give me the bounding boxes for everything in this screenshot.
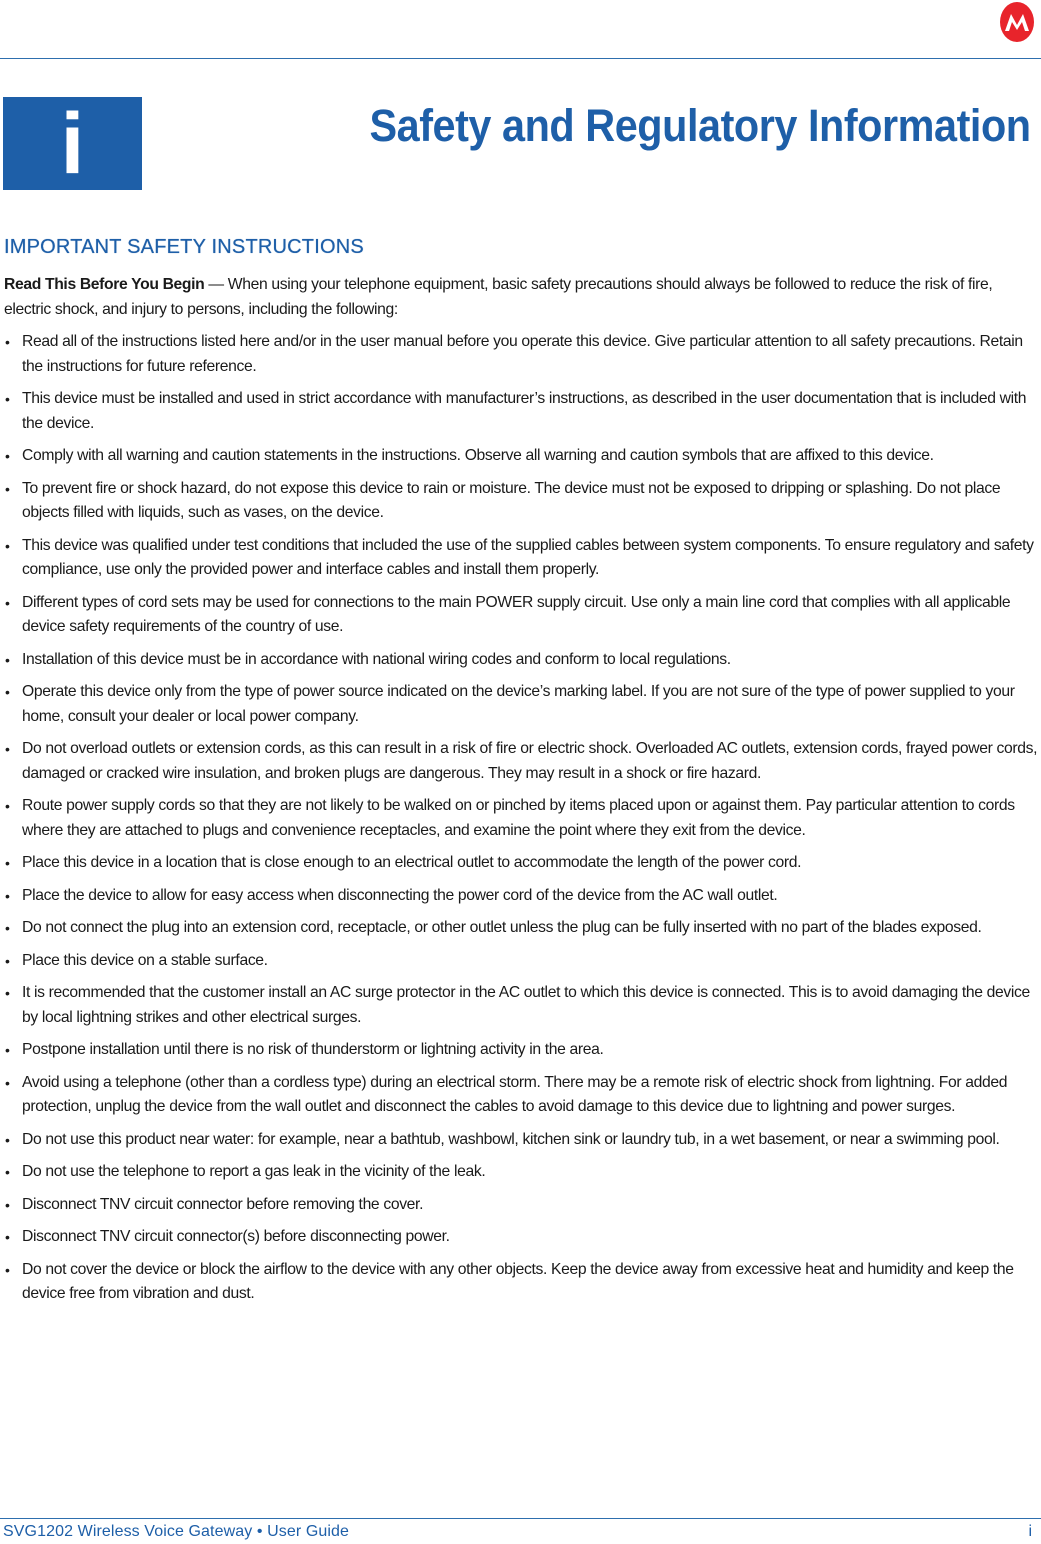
- list-item: • Different types of cord sets may be used for connections to the main POWER supply circuit. Use only a main line cord that complies with all applicable device safety requirements of the country of use.: [4, 591, 1038, 640]
- list-item: • Operate this device only from the type of power source indicated on the device’s marking label. If you are not sure of the type of power supplied to your home, consult your dealer or local power company.: [4, 680, 1038, 729]
- list-item: • Disconnect TNV circuit connector before removing the cover.: [4, 1193, 1038, 1218]
- list-item: • Do not overload outlets or extension cords, as this can result in a risk of fire or electric shock. Overloaded AC outlets, extension cords, frayed power cords, damaged or cracked wire insulation, and broken plugs are dangerous. They may result in a shock or fire hazard.: [4, 737, 1038, 786]
- list-item: • Route power supply cords so that they are not likely to be walked on or pinched by items placed upon or against them. Pay particular attention to cords where they are attached to plugs and convenience receptacles, and examine the point where they exit from the device.: [4, 794, 1038, 843]
- list-item: • Place this device on a stable surface.: [4, 949, 1038, 974]
- list-item: • Do not use the telephone to report a gas leak in the vicinity of the leak.: [4, 1160, 1038, 1185]
- header-rule: [0, 58, 1041, 59]
- list-item: • Do not cover the device or block the airflow to the device with any other objects. Keep the device away from excessive heat and humidity and keep the device free from vibration and dust.: [4, 1258, 1038, 1307]
- intro-lead: Read This Before You Begin: [4, 276, 205, 293]
- chapter-marker-label: i: [60, 95, 85, 192]
- list-item: • Postpone installation until there is no risk of thunderstorm or lightning activity in the area.: [4, 1038, 1038, 1063]
- list-item: • To prevent fire or shock hazard, do not expose this device to rain or moisture. The device must not be exposed to dripping or splashing. Do not place objects filled with liquids, such as vases, on the device.: [4, 477, 1038, 526]
- list-item: • Comply with all warning and caution statements in the instructions. Observe all warning and caution symbols that are affixed to this device.: [4, 444, 1038, 469]
- footer-rule: [0, 1518, 1041, 1519]
- list-item: • Read all of the instructions listed here and/or in the user manual before you operate this device. Give particular attention to all safety precautions. Retain the instructions for future reference.: [4, 330, 1038, 379]
- list-item: • Avoid using a telephone (other than a cordless type) during an electrical storm. There may be a remote risk of electric shock from lightning. For added protection, unplug the device from the wall outlet and disconnect the cables to avoid damage to this device due to lightning and power surges.: [4, 1071, 1038, 1120]
- list-item: • Installation of this device must be in accordance with national wiring codes and conform to local regulations.: [4, 648, 1038, 673]
- list-item: • Do not connect the plug into an extension cord, receptacle, or other outlet unless the plug can be fully inserted with no part of the blades exposed.: [4, 916, 1038, 941]
- list-item: • This device must be installed and used in strict accordance with manufacturer’s instructions, as described in the user documentation that is included with the device.: [4, 387, 1038, 436]
- list-item: • Do not use this product near water: for example, near a bathtub, washbowl, kitchen sink or laundry tub, in a wet basement, or near a swimming pool.: [4, 1128, 1038, 1153]
- chapter-marker: [3, 97, 142, 190]
- list-item: • It is recommended that the customer install an AC surge protector in the AC outlet to which this device is connected. This is to avoid damaging the device by local lightning strikes and other electrical surges.: [4, 981, 1038, 1030]
- motorola-m-icon: [1004, 11, 1030, 33]
- section-heading: IMPORTANT SAFETY INSTRUCTIONS: [4, 236, 364, 258]
- list-item: • Place the device to allow for easy access when disconnecting the power cord of the device from the AC wall outlet.: [4, 884, 1038, 909]
- list-item: • This device was qualified under test conditions that included the use of the supplied cables between system components. To ensure regulatory and safety compliance, use only the provided power and interface cables and install them properly.: [4, 534, 1038, 583]
- safety-bullet-list: [4, 330, 1038, 1307]
- list-item: • Disconnect TNV circuit connector(s) before disconnecting power.: [4, 1225, 1038, 1250]
- safety-instructions-body: [4, 273, 1038, 1315]
- page-title: Safety and Regulatory Information: [369, 100, 1031, 151]
- intro-text: — When using your telephone equipment, basic safety precautions should always be followed to reduce the risk of fire, electric shock, and injury to persons, including the following:: [4, 276, 993, 318]
- motorola-logo-icon: [1000, 2, 1034, 42]
- list-item: • Place this device in a location that is close enough to an electrical outlet to accommodate the length of the power cord.: [4, 851, 1038, 876]
- footer-page-number: i: [1028, 1523, 1032, 1540]
- intro-paragraph: [4, 273, 1038, 322]
- footer-document-title: SVG1202 Wireless Voice Gateway • User Guide: [3, 1523, 350, 1540]
